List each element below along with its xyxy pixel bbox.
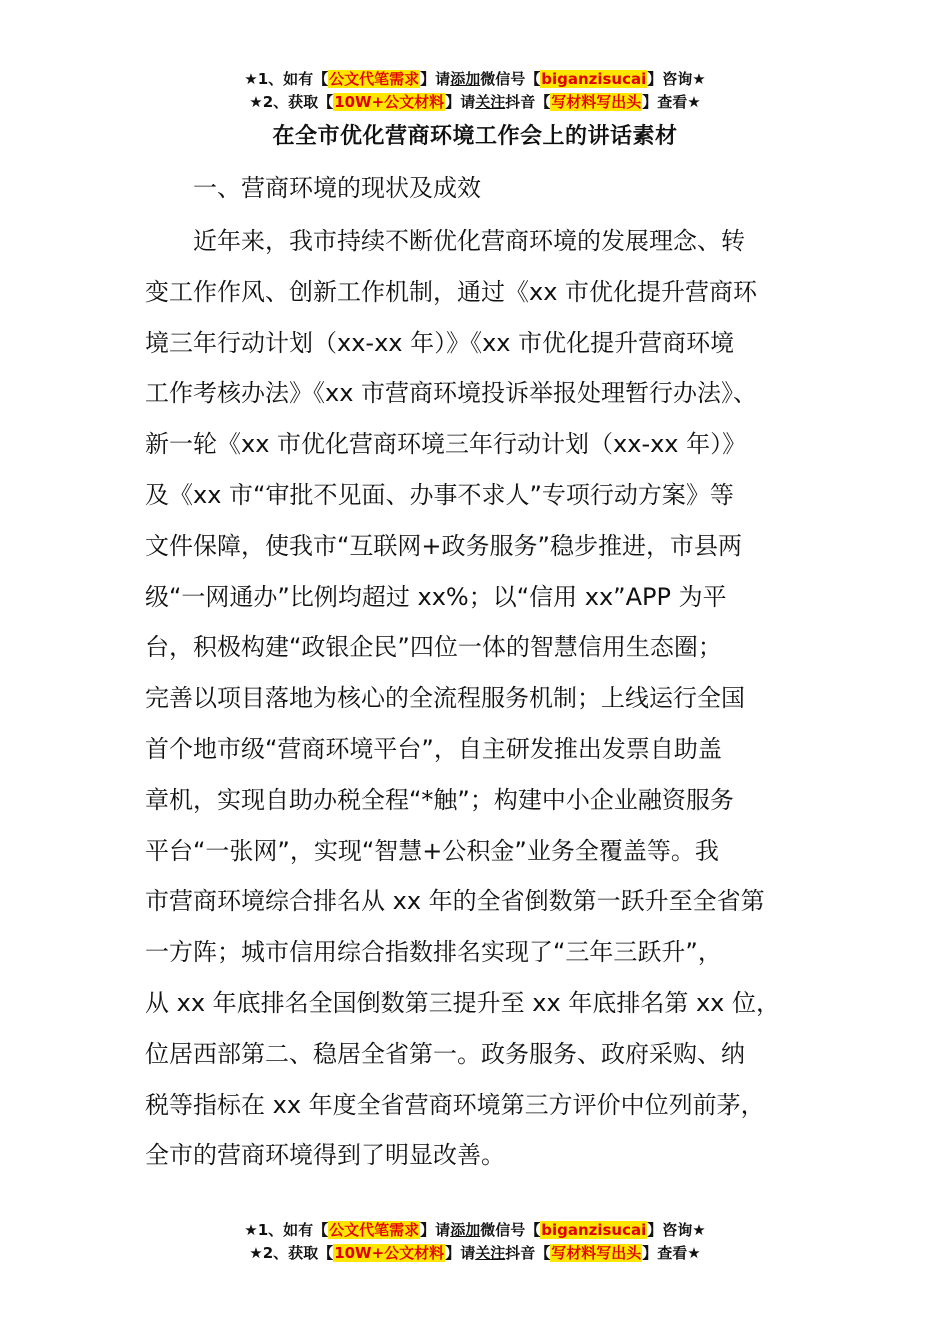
promo-text: ★2、获取【 xyxy=(249,93,334,111)
promo-highlight: 公文代笔需求 xyxy=(329,1221,420,1239)
promo-text: 】咨询★ xyxy=(647,70,706,88)
promo-text: 】咨询★ xyxy=(647,1221,706,1239)
paragraph-line: 首个地市级“营商环境平台”，自主研发推出发票自助盖 xyxy=(145,734,722,763)
promo-underlined-text: 添加 xyxy=(450,70,481,88)
promo-line-2 xyxy=(0,91,950,114)
paragraph-line: 完善以项目落地为核心的全流程服务机制；上线运行全国 xyxy=(145,684,745,713)
paragraph-line: 境三年行动计划（xx-xx 年）》《xx 市优化提升营商环境 xyxy=(145,328,735,357)
promo-text: 抖音【 xyxy=(505,1244,551,1262)
paragraph-line: 近年来，我市持续不断优化营商环境的发展理念、转 xyxy=(193,227,745,255)
promo-underlined-text: 关注 xyxy=(475,93,506,111)
douyin-account-highlight: 写材料写出头 xyxy=(551,93,642,111)
promo-text: 】查看★ xyxy=(642,93,701,111)
paragraph-line: 位居西部第二、稳居全省第一。政务服务、政府采购、纳 xyxy=(145,1039,745,1068)
paragraph-line: 平台“一张网”，实现“智慧+公积金”业务全覆盖等。我 xyxy=(145,836,719,865)
promo-text: ★1、如有【 xyxy=(244,1221,329,1239)
paragraph-line: 变工作作风、创新工作机制，通过《xx 市优化提升营商环 xyxy=(145,277,758,306)
promo-text: 抖音【 xyxy=(505,93,551,111)
douyin-account-highlight: 写材料写出头 xyxy=(551,1244,642,1262)
paragraph-line: 工作考核办法》《xx 市营商环境投诉举报处理暂行办法》、 xyxy=(145,379,758,408)
paragraph-line: 台，积极构建“政银企民”四位一体的智慧信用生态圈； xyxy=(145,633,722,662)
top-promo-banner xyxy=(0,68,950,114)
promo-text: 】查看★ xyxy=(642,1244,701,1262)
promo-underlined-text: 添加 xyxy=(450,1221,481,1239)
promo-highlight: 公文代笔需求 xyxy=(329,70,420,88)
bottom-promo-banner xyxy=(0,1219,950,1265)
promo-text: ★2、获取【 xyxy=(249,1244,334,1262)
promo-highlight: 10W+公文材料 xyxy=(334,93,445,111)
wechat-id-highlight: biganzisucai xyxy=(541,1221,647,1239)
promo-highlight: 10W+公文材料 xyxy=(334,1244,445,1262)
paragraph-line: 及《xx 市“审批不见面、办事不求人”专项行动方案》等 xyxy=(145,480,734,509)
promo-line-1 xyxy=(0,68,950,91)
paragraph-line: 新一轮《xx 市优化营商环境三年行动计划（xx-xx 年）》 xyxy=(145,430,747,459)
promo-line-1 xyxy=(0,1219,950,1242)
paragraph-line: 市营商环境综合排名从 xx 年的全省倒数第一跃升至全省第 xyxy=(145,887,765,916)
wechat-id-highlight: biganzisucai xyxy=(541,70,647,88)
paragraph-line: 级“一网通办”比例均超过 xx%；以“信用 xx”APP 为平 xyxy=(145,582,727,611)
document-title: 在全市优化营商环境工作会上的讲话素材 xyxy=(272,124,678,149)
promo-text: 】请 xyxy=(445,93,476,111)
paragraph-line: 文件保障，使我市“互联网+政务服务”稳步推进，市县两 xyxy=(145,531,742,560)
paragraph-line: 章机，实现自助办税全程“*触”；构建中小企业融资服务 xyxy=(145,785,734,814)
body-paragraph xyxy=(145,216,813,1181)
promo-text: 微信号【 xyxy=(480,70,541,88)
promo-text: 微信号【 xyxy=(480,1221,541,1239)
section-heading: 一、营商环境的现状及成效 xyxy=(193,174,481,202)
paragraph-line: 从 xx 年底排名全国倒数第三提升至 xx 年底排名第 xx 位， xyxy=(145,988,780,1017)
paragraph-line: 一方阵；城市信用综合指数排名实现了“三年三跃升”， xyxy=(145,938,722,967)
paragraph-line: 全市的营商环境得到了明显改善。 xyxy=(145,1141,505,1170)
promo-text: 】请 xyxy=(420,1221,451,1239)
promo-text: 】请 xyxy=(420,70,451,88)
promo-line-2 xyxy=(0,1242,950,1265)
promo-text: ★1、如有【 xyxy=(244,70,329,88)
paragraph-line: 税等指标在 xx 年度全省营商环境第三方评价中位列前茅， xyxy=(145,1090,765,1119)
promo-text: 】请 xyxy=(445,1244,476,1262)
promo-underlined-text: 关注 xyxy=(475,1244,506,1262)
